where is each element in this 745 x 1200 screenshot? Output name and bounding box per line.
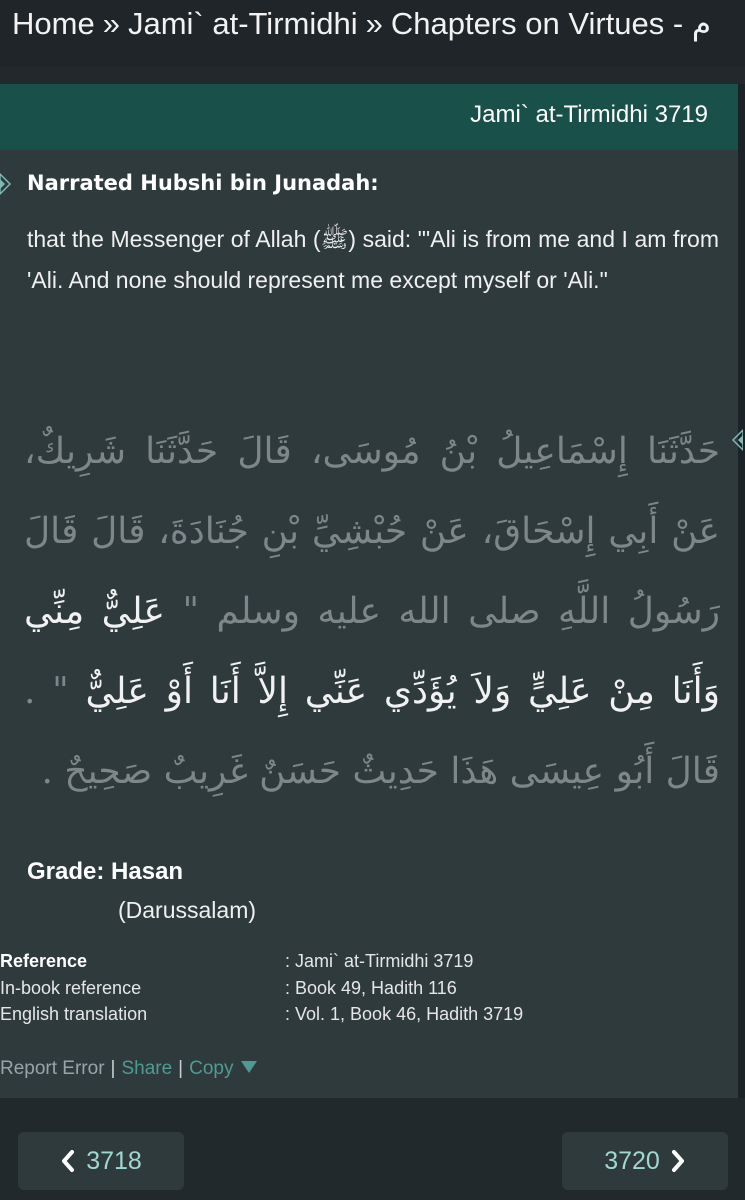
caret-down-icon — [241, 1061, 257, 1073]
english-text: that the Messenger of Allah (ﷺ) said: "'Ali is from me and I am from 'Ali. And none should represent me except myself or 'Ali." — [27, 226, 719, 293]
breadcrumb-separator: » — [365, 6, 383, 41]
reference-value: : Jami` at-Tirmidhi 3719 — [285, 951, 474, 971]
reference-value: : Vol. 1, Book 46, Hadith 3719 — [285, 1004, 524, 1024]
action-links — [0, 1058, 257, 1080]
action-divider: | — [178, 1058, 184, 1079]
hadith-header — [0, 84, 738, 150]
report-error-link[interactable]: Report Error — [0, 1058, 105, 1079]
grade-source: (Darussalam) — [118, 897, 257, 923]
reference-key: English translation — [0, 1004, 148, 1024]
breadcrumb-bar — [0, 0, 745, 66]
copy-label: Copy — [189, 1058, 234, 1079]
grade-colon: : — [96, 858, 105, 885]
arabic-text — [24, 412, 720, 812]
arabic-text-highlight: عَلِيٌّ مِنِّي وَأَنَا مِنْ عَلِيٍّ وَلاَ يُؤَدِّي عَنِّي إِلاَّ أَنَا أَوْ عَلِيٌّ — [24, 591, 720, 712]
breadcrumb-home-link[interactable]: Home — [12, 6, 95, 41]
reference-row — [0, 1001, 523, 1028]
reference-row — [0, 948, 523, 975]
chevron-left-icon — [60, 1149, 76, 1173]
reference-key: In-book reference — [0, 977, 142, 998]
ornament-left-icon — [0, 172, 12, 196]
arabic-text-intro: حَدَّثَنَا إِسْمَاعِيلُ بْنُ مُوسَى، قَالَ حَدَّثَنَا شَرِيكٌ، عَنْ أَبِي إِسْحَاقَ، عَنْ حُبْشِيِّ بْنِ جُنَادَةَ، قَالَ قَالَ رَسُولُ اللَّهِ صلى الله عليه وسلم " — [24, 431, 720, 632]
grade — [27, 858, 183, 886]
ornament-right-icon — [731, 428, 743, 452]
previous-hadith-button[interactable] — [18, 1132, 184, 1190]
hadith-title: Jami` at-Tirmidhi 3719 — [470, 101, 708, 128]
breadcrumb — [12, 6, 711, 42]
next-hadith-button[interactable] — [562, 1132, 728, 1190]
narrator: Narrated Hubshi bin Junadah: — [27, 171, 379, 195]
share-link[interactable]: Share — [121, 1058, 173, 1079]
next-hadith-number: 3720 — [604, 1146, 660, 1175]
panel-edge — [738, 84, 745, 1098]
breadcrumb-book-link[interactable]: Chapters on Virtues - م — [390, 6, 712, 41]
action-divider: | — [110, 1058, 116, 1079]
arabic-text-outro: " . قَالَ أَبُو عِيسَى هَذَا حَدِيثٌ حَسَنٌ غَرِيبٌ صَحِيحٌ . — [24, 671, 720, 792]
reference-table — [0, 948, 523, 1028]
chevron-right-icon — [670, 1149, 686, 1173]
breadcrumb-separator: » — [102, 6, 120, 41]
reference-row — [0, 975, 523, 1002]
previous-hadith-number: 3718 — [86, 1146, 142, 1175]
grade-value: Hasan — [111, 858, 184, 885]
copy-link[interactable] — [189, 1058, 257, 1079]
reference-key: Reference — [0, 951, 88, 971]
reference-value: : Book 49, Hadith 116 — [285, 977, 457, 998]
breadcrumb-collection-link[interactable]: Jami` at-Tirmidhi — [127, 6, 358, 41]
grade-label: Grade — [27, 858, 97, 885]
